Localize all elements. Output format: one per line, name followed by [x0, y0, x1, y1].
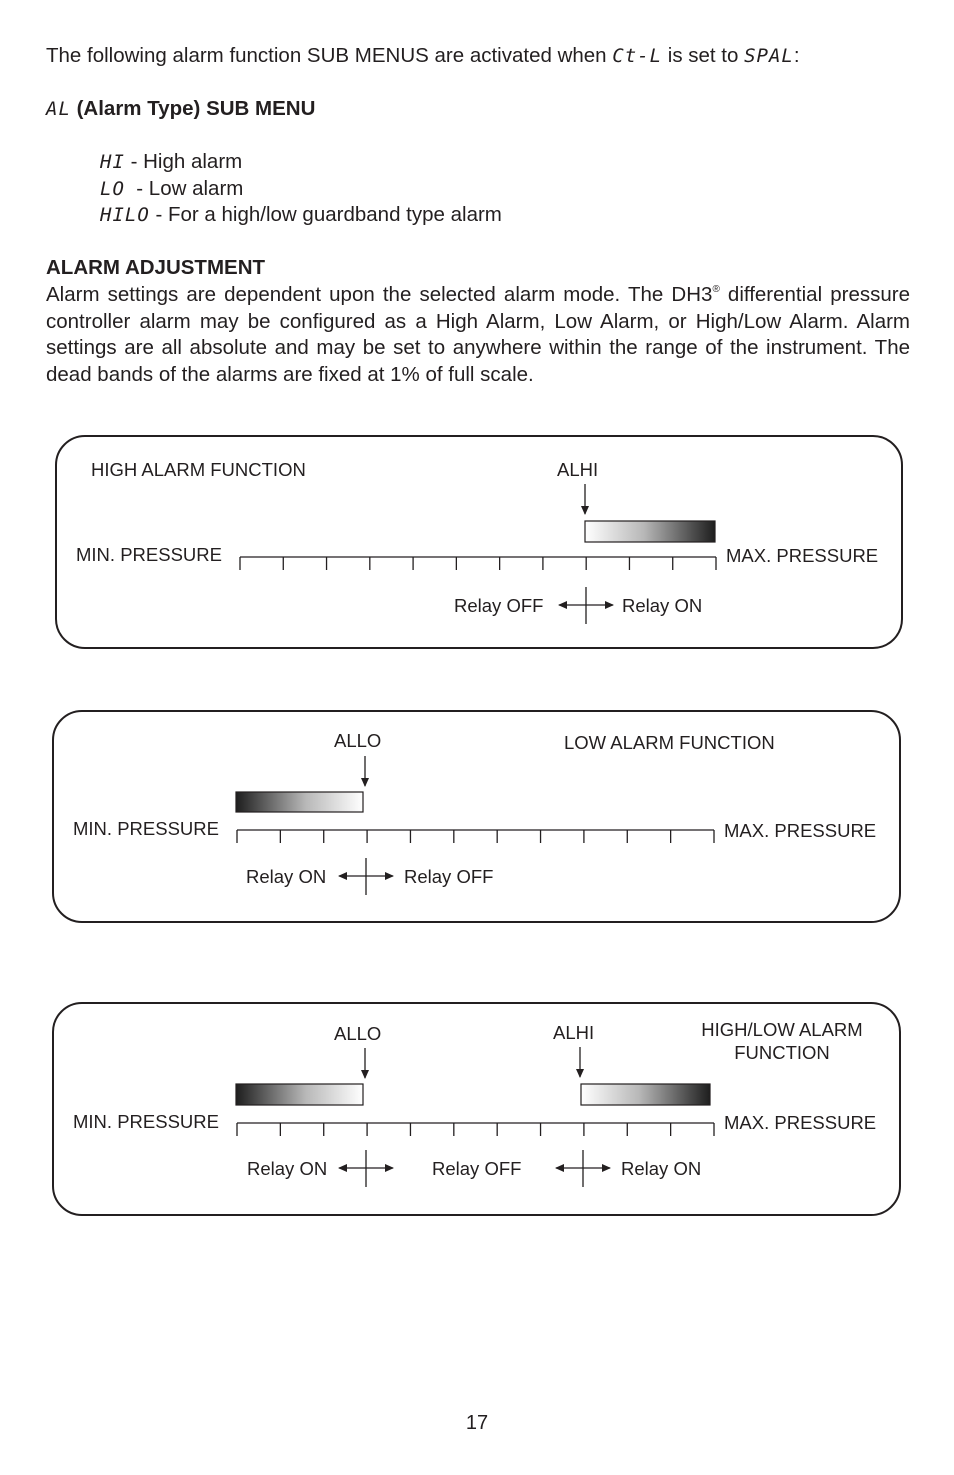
- min-pressure-label: MIN. PRESSURE: [76, 544, 222, 565]
- high-low-alarm-graphics: [236, 1047, 710, 1187]
- page-number: 17: [465, 1412, 489, 1434]
- relay-off-label: Relay OFF: [454, 595, 544, 616]
- item-text: - High alarm: [124, 150, 243, 173]
- spal-code: SPAL: [744, 45, 794, 67]
- allo-label: ALLO: [334, 730, 382, 751]
- high-alarm-bar: [585, 521, 715, 542]
- relay-on-label: Relay ON: [622, 595, 703, 616]
- alhi-label: ALHI: [553, 1022, 595, 1043]
- item-text: - Low alarm: [124, 177, 244, 200]
- lo-code: LO: [100, 178, 125, 200]
- relay-on-left-label: Relay ON: [247, 1158, 328, 1179]
- low-alarm-graphics: [236, 756, 393, 895]
- intro-suffix: :: [793, 44, 800, 67]
- relay-off-label: Relay OFF: [432, 1158, 522, 1179]
- hi-code: HI: [100, 151, 125, 173]
- relay-on-right-label: Relay ON: [621, 1158, 702, 1179]
- allo-label: ALLO: [334, 1023, 382, 1044]
- item-text: - For a high/low guardband type alarm: [149, 203, 502, 226]
- min-pressure-label: MIN. PRESSURE: [73, 818, 219, 839]
- submenu-title: (Alarm Type) SUB MENU: [70, 97, 316, 120]
- para-text-1: Alarm settings are dependent upon the selected alarm mode. The DH3: [46, 283, 713, 306]
- intro-middle: is set to: [662, 44, 745, 67]
- intro-prefix: The following alarm function SUB MENUS are activated when: [46, 44, 613, 67]
- high-band-bar: [581, 1084, 710, 1105]
- high-alarm-title: HIGH ALARM FUNCTION: [91, 459, 306, 480]
- relay-on-label: Relay ON: [246, 866, 327, 887]
- low-alarm-bar: [236, 792, 363, 812]
- alhi-label: ALHI: [557, 459, 599, 480]
- registered-mark: ®: [712, 284, 720, 295]
- al-code: AL: [46, 98, 71, 120]
- max-pressure-label: MAX. PRESSURE: [726, 545, 879, 566]
- relay-off-label: Relay OFF: [404, 866, 494, 887]
- high-alarm-graphics: [559, 484, 715, 624]
- title-line-2: FUNCTION: [734, 1042, 830, 1063]
- title-line-1: HIGH/LOW ALARM: [701, 1019, 863, 1040]
- para-text-2: differential pressure controller alarm may be configured as a High Alarm, Low Alarm, or High/Low Alarm. Alarm settings are all absolute and may be set to anywhere within the range of the instrument. The dead bands of the alarms are fixed at 1% of full scale.: [46, 283, 910, 386]
- min-pressure-label: MIN. PRESSURE: [73, 1111, 219, 1132]
- hilo-code: HILO: [100, 204, 150, 226]
- low-band-bar: [236, 1084, 363, 1105]
- ctrl-code: Ct-L: [612, 45, 663, 67]
- low-alarm-title: LOW ALARM FUNCTION: [564, 732, 775, 753]
- max-pressure-label: MAX. PRESSURE: [724, 1112, 877, 1133]
- pressure-scales: [237, 557, 716, 1136]
- adjustment-heading: ALARM ADJUSTMENT: [46, 256, 266, 279]
- max-pressure-label: MAX. PRESSURE: [724, 820, 877, 841]
